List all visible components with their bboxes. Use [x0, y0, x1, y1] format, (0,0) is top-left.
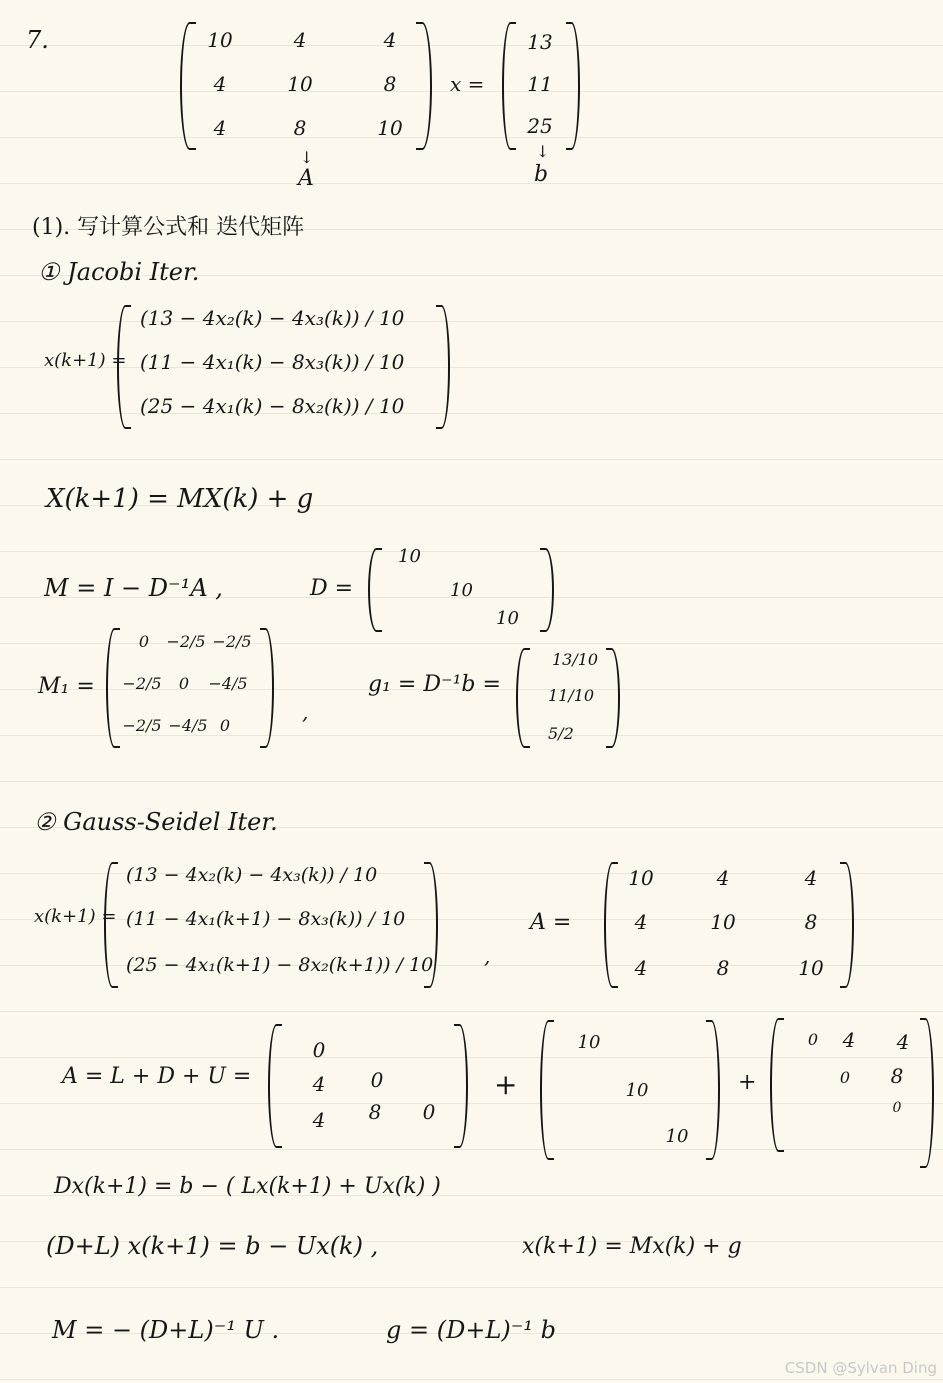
a-cell: 10 [377, 116, 403, 140]
d-diag: 10 [398, 546, 421, 567]
jacobi-heading: ① Jacobi Iter. [38, 258, 200, 286]
left-paren [268, 1024, 282, 1148]
x-equals: x = [450, 72, 485, 96]
u-cell: 0 [807, 1030, 819, 1049]
m1-cell: 0 [219, 716, 231, 735]
a-cell: 8 [383, 72, 397, 96]
a-cell: 8 [804, 910, 818, 934]
gauss-line2b: x(k+1) = Mx(k) + g [522, 1234, 742, 1259]
d-cell: 10 [625, 1080, 649, 1101]
right-paren [416, 22, 432, 150]
right-paren [606, 648, 620, 748]
right-paren [566, 22, 580, 150]
right-paren [436, 305, 450, 429]
g1-cell: 13/10 [552, 650, 599, 669]
jacobi-row: (25 − 4x₁(k) − 8x₂(k)) / 10 [140, 394, 405, 418]
left-paren [540, 1020, 554, 1160]
left-paren [770, 1018, 784, 1152]
right-paren [840, 862, 854, 988]
a-cell: 4 [716, 866, 730, 890]
g1-cell: 11/10 [548, 686, 595, 705]
b-cell: 11 [527, 72, 553, 96]
a-name: A [298, 166, 314, 191]
u-cell: 4 [842, 1028, 856, 1052]
right-paren [920, 1018, 934, 1168]
m1-cell: −4/5 [168, 716, 208, 735]
g1-cell: 5/2 [548, 724, 574, 743]
a-cell: 4 [634, 956, 648, 980]
g1-label: g₁ = D⁻¹b = [368, 672, 501, 697]
plus-sign: + [494, 1068, 518, 1101]
jacobi-lhs: x(k+1) = [44, 350, 127, 371]
l-cell: 4 [312, 1072, 326, 1096]
a-cell: 10 [628, 866, 654, 890]
l-cell: 0 [422, 1100, 436, 1124]
matrix-a-repeat [604, 862, 854, 986]
d-diag: 10 [496, 608, 519, 629]
m1-cell: 0 [178, 674, 190, 693]
gauss-lhs: x(k+1) = [34, 906, 117, 927]
a-cell: 8 [293, 116, 307, 140]
arrow-down-icon: ↓ [300, 148, 314, 167]
jacobi-general: X(k+1) = MX(k) + g [46, 484, 314, 514]
m1-cell: −2/5 [122, 716, 162, 735]
section-title: (1). 写计算公式和 迭代矩阵 [32, 215, 305, 240]
right-paren [260, 628, 274, 748]
d-diag: 10 [450, 580, 473, 601]
m1-cell: −4/5 [208, 674, 248, 693]
a-label: A = [530, 910, 572, 935]
right-paren [454, 1024, 468, 1148]
a-cell: 4 [213, 72, 227, 96]
d-label: D = [310, 576, 354, 601]
left-paren [516, 648, 530, 748]
plus-sign: + [738, 1070, 757, 1095]
u-cell: 4 [896, 1030, 910, 1054]
d-cell: 10 [665, 1126, 689, 1147]
m1-label: M₁ = [38, 674, 95, 699]
b-cell: 13 [527, 30, 553, 54]
matrix-a [180, 22, 430, 150]
gauss-line3a: M = − (D+L)⁻¹ U . [52, 1316, 280, 1344]
u-cell: 8 [890, 1064, 904, 1088]
a-cell: 4 [383, 28, 397, 52]
problem-number: 7. [26, 26, 49, 54]
left-paren [604, 862, 618, 988]
a-cell: 8 [716, 956, 730, 980]
d-cell: 10 [577, 1032, 601, 1053]
u-cell: 0 [892, 1100, 902, 1116]
b-cell: 25 [527, 114, 553, 138]
matrix-m1 [106, 628, 272, 746]
comma: , [484, 944, 491, 968]
left-paren [106, 628, 120, 748]
gauss-row: (13 − 4x₂(k) − 4x₃(k)) / 10 [126, 864, 378, 886]
gauss-line2a: (D+L) x(k+1) = b − Ux(k) , [46, 1232, 379, 1260]
left-paren [368, 548, 382, 632]
gauss-row: (25 − 4x₁(k+1) − 8x₂(k+1)) / 10 [126, 954, 434, 976]
right-paren [706, 1020, 720, 1160]
l-cell: 8 [368, 1100, 382, 1124]
l-cell: 0 [312, 1038, 326, 1062]
left-paren [104, 862, 118, 988]
gauss-line3b: g = (D+L)⁻¹ b [386, 1316, 557, 1344]
l-cell: 4 [312, 1108, 326, 1132]
a-cell: 4 [293, 28, 307, 52]
left-paren [180, 22, 196, 150]
u-cell: 0 [839, 1068, 851, 1087]
gauss-heading: ② Gauss-Seidel Iter. [34, 808, 278, 836]
matrix-d [540, 1020, 720, 1160]
vector-b [502, 22, 578, 150]
m1-cell: −2/5 [212, 632, 252, 651]
watermark: CSDN @Sylvan Ding [784, 1359, 937, 1377]
left-paren [117, 305, 131, 429]
a-cell: 10 [798, 956, 824, 980]
right-paren [540, 548, 554, 632]
matrix-u [770, 1018, 936, 1168]
a-cell: 4 [804, 866, 818, 890]
l-cell: 0 [370, 1068, 384, 1092]
jacobi-row: (13 − 4x₂(k) − 4x₃(k)) / 10 [140, 306, 405, 330]
gauss-line1: Dx(k+1) = b − ( Lx(k+1) + Ux(k) ) [54, 1174, 441, 1199]
m1-cell: 0 [138, 632, 150, 651]
ldu-label: A = L + D + U = [62, 1064, 252, 1089]
jacobi-row: (11 − 4x₁(k) − 8x₃(k)) / 10 [140, 350, 405, 374]
m-definition: M = I − D⁻¹A , [44, 574, 223, 602]
a-cell: 10 [207, 28, 233, 52]
m1-cell: −2/5 [122, 674, 162, 693]
arrow-down-icon: ↓ [536, 142, 550, 161]
comma: , [302, 700, 309, 724]
right-paren [424, 862, 438, 988]
a-cell: 10 [710, 910, 736, 934]
b-name: b [534, 162, 549, 187]
a-cell: 4 [213, 116, 227, 140]
a-cell: 4 [634, 910, 648, 934]
gauss-row: (11 − 4x₁(k+1) − 8x₃(k)) / 10 [126, 908, 406, 930]
a-cell: 10 [287, 72, 313, 96]
m1-cell: −2/5 [166, 632, 206, 651]
matrix-l [268, 1024, 468, 1146]
left-paren [502, 22, 516, 150]
